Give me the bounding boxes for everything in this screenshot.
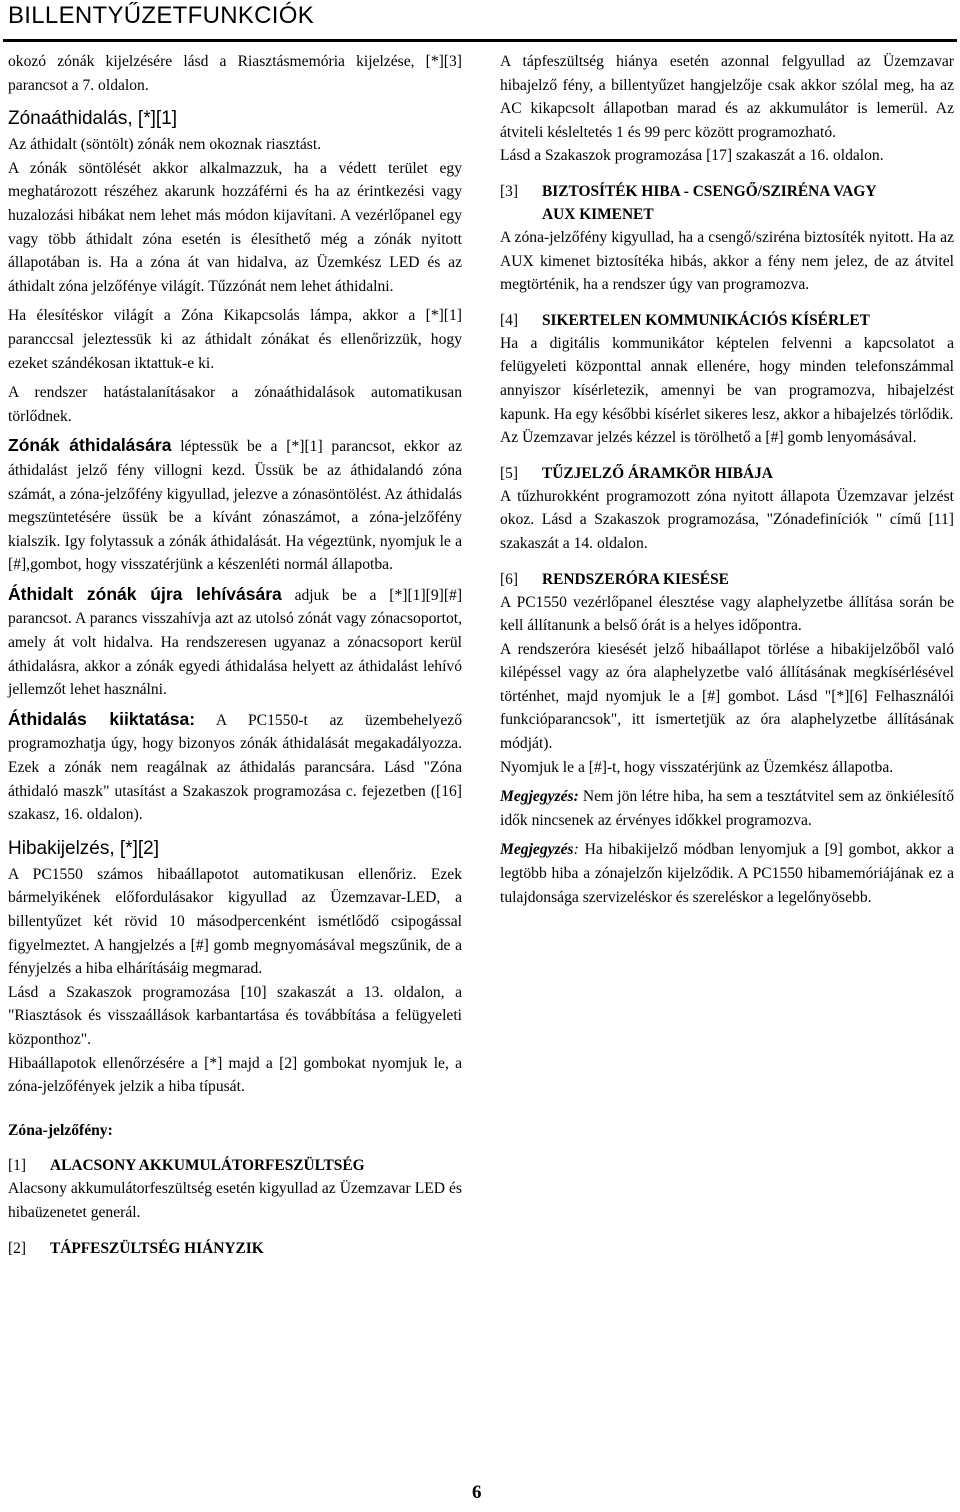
item-2-number: [2] (8, 1239, 26, 1257)
left-column (8, 50, 462, 1260)
note-2 (500, 838, 954, 909)
item-1-title: ALACSONY AKKUMULÁTORFESZÜLTSÉG (50, 1157, 365, 1175)
ac-paragraph-1: A tápfeszültség hiánya esetén azonnal felgyullad az Üzemzavar hibajelző fény, a billentyűzet hangjelzője csak akkor szólal meg, ha az AC kikapcsolt állapotban marad és az akkumulátor is lemerül. Az átviteli késleltetés 1 és 99 perc között programozható. (500, 53, 954, 141)
item-3-text: A zóna-jelzőfény kigyullad, ha a csengő/sziréna biztosíték nyitott. Ha az AUX kimenet biztosítéka hibás, akkor a fény nem jelez, de az átvitel megtörténik, ha a rendszer úgy van programozva. (500, 228, 954, 294)
item-3-heading (500, 180, 954, 203)
item-6-text-3: Nyomjuk le a [#]-t, hogy visszatérjünk az Üzemkész állapotba. (500, 758, 894, 776)
bypass-lead-3: Áthidalás kiiktatása: (8, 708, 196, 729)
item-6-title: RENDSZERÓRA KIESÉSE (542, 570, 729, 588)
item-4-text-1: Ha a digitális kommunikátor képtelen felvenni a kapcsolatot a felügyeleti központtal annak ellenére, hogy minden telefonszámmal annyiszor kísérletezik, amennyi be van programozva, hibajelzést kapunk. Ha egy későbbi kísérlet sikeres lesz, akkor a hibajelzés törlődik. (500, 334, 954, 423)
item-5-heading (500, 462, 954, 485)
bypass-paragraph-7 (8, 708, 462, 827)
item-5-text: A tűzhurokként programozott zóna nyitott állapota Üzemzavar jelzést okoz. Lásd a Szakaszok programozása, "Zónadefiníciók " című [11] szakaszát a 14. oldalon. (500, 487, 954, 552)
item-4-heading (500, 309, 954, 332)
right-column (500, 50, 954, 915)
header-divider (3, 39, 957, 42)
item-6-text-1: A PC1550 vezérlőpanel élesztése vagy alaphelyzetbe állítása során be kell állítanunk a belső órát is a helyes időpontra. (500, 593, 954, 635)
item-4-text-2: Az Üzemzavar jelzés kézzel is törölhető a [#] gomb lenyomásával. (500, 429, 917, 447)
bypass-heading: Zónaáthidalás, [*][1] (8, 108, 177, 130)
note-1 (500, 785, 954, 832)
bypass-lead-2: Áthidalt zónák újra lehívására (8, 583, 282, 604)
bypass-paragraph-2: A zónák söntölését akkor alkalmazzuk, ha a védett terület egy meghatározott részéhez akarunk hozzáférni és ha az érintkezési vagy huzalozási hibákat nem lehet más módon kijavítani. A vezérlőpanel egy vagy több áthidalt zóna esetén is élesíthető még a zónák nyitott állapotában is. Ha a zóna át van hidalva, az Üzemkész LED és az áthidalt zóna jelzőfénye világít. Tűzzónát nem lehet áthidalni. (8, 159, 462, 295)
page-header (0, 0, 960, 48)
page-number: 6 (472, 1482, 482, 1503)
note-1-text: Nem jön létre hiba, ha sem a tesztátvitel sem az önkiélesítő idők nincsenek az érvényes időkkel programozva. (500, 788, 954, 829)
note-2-text: Ha hibakijelző módban lenyomjuk a [9] gombot, akkor a legtöbb hiba a zónajelzőn kijelződik. A PC1550 hibamemóriájának ez a tulajdonsága szervizeléskor és szereléskor a legelőnyösebb. (500, 841, 954, 906)
item-6-text-2: A rendszeróra kiesését jelző hibaállapot törlése a hibakijelzőből való kilépéssel vagy az óra alaphelyzetbe való állításának megkísérlésével történhet, majd nyomjuk le a [#] gombot. Lásd "[*][6] Felhasználói funkcióparancsok", itt ismertetjük az óra alaphelyzetbe állításának módját). (500, 640, 954, 753)
item-4-title: SIKERTELEN KOMMUNIKÁCIÓS KÍSÉRLET (542, 311, 870, 329)
item-1-text: Alacsony akkumulátorfeszültség esetén kigyullad az Üzemzavar LED és hibaüzenetet generál. (8, 1180, 462, 1221)
item-5-title: TŰZJELZŐ ÁRAMKÖR HIBÁJA (542, 464, 773, 482)
trouble-paragraph-3: Hibaállapotok ellenőrzésére a [*] majd a [2] gombokat nyomjuk le, a zóna-jelzőfények jelzik a hiba típusát. (8, 1054, 462, 1096)
trouble-heading: Hibakijelzés, [*][2] (8, 837, 160, 859)
item-4-number: [4] (500, 311, 518, 329)
bypass-lead-1: Zónák áthidalására (8, 435, 172, 456)
zone-light-label: Zóna-jelzőfény: (8, 1121, 113, 1139)
item-1-number: [1] (8, 1157, 26, 1175)
trouble-paragraph-1: A PC1550 számos hibaállapotot automatikusan ellenőriz. Ezek bármelyikének előfordulásakor kigyullad az Üzemzavar-LED, a billentyűzet két rövid 10 másodpercenként ismétlődő csipogással figyelmeztet. A hangjelzés a [#] gomb megnyomásával megszűnik, de a fényjelzés a hiba elhárításáig megmarad. (8, 865, 462, 978)
item-3-heading-cont (500, 203, 954, 226)
spacer (8, 1105, 462, 1119)
bypass-paragraph-5 (8, 434, 462, 577)
intro-paragraph: okozó zónák kijelzésére lásd a Riasztásmemória kijelzése, [*][3] parancsot a 7. oldalon. (8, 53, 462, 94)
item-3-number: [3] (500, 182, 518, 200)
bypass-text-5: léptessük be a [*][1] parancsot, ekkor az áthidalást jelző fény villogni kezd. Üssük be az áthidalandó zóna számát, a zóna-jelzőfény kigyullad, jelezve a zónasöntölést. Az áthidalás megszüntetésére üssük be a kívánt zónaszámot, a zóna-jelzőfény kialszik. Igy folytassuk a zónák áthidalását. Ha végeztünk, nyomjuk le a [#],gombot, hogy visszatérjünk a készenléti normál állapotba. (8, 438, 462, 574)
bypass-paragraph-6 (8, 583, 462, 702)
item-2-title: TÁPFESZÜLTSÉG HIÁNYZIK (50, 1239, 264, 1257)
item-3-title-cont: AUX KIMENET (542, 205, 654, 223)
item-3-title: BIZTOSÍTÉK HIBA - CSENGŐ/SZIRÉNA VAGY (542, 182, 877, 200)
bypass-text-7: A PC1550-t az üzembehelyező programozhatja úgy, hogy bizonyos zónák áthidalását megakadályozza. Ezek a zónák nem reagálnak az áthidalás parancsára. Lásd "Zóna áthidaló maszk" utasítást a Szakaszok programozása c. fejezetben ([16] szakasz, 16. oldalon). (8, 711, 462, 824)
trouble-paragraph-2: Lásd a Szakaszok programozása [10] szakaszát a 13. oldalon, a "Riasztások és visszaállások karbantartása és továbbítása a felügyeleti központhoz". (8, 983, 462, 1048)
item-5-number: [5] (500, 464, 518, 482)
bypass-paragraph-4: A rendszer hatástalanításakor a zónaáthidalások automatikusan törlődnek. (8, 384, 462, 425)
note-2-label: Megjegyzés (500, 841, 574, 859)
item-6-number: [6] (500, 570, 518, 588)
item-2-heading (8, 1237, 462, 1260)
note-2-colon: : (573, 841, 579, 859)
ac-paragraph-2: Lásd a Szakaszok programozása [17] szakaszát a 16. oldalon. (500, 147, 884, 165)
page-title: BILLENTYŰZETFUNKCIÓK (8, 2, 315, 29)
bypass-paragraph-3: Ha élesítéskor világít a Zóna Kikapcsolás lámpa, akkor a [*][1] paranccsal jeleztessük ki az áthidalt zónákat és ellenőrizzük, hogy ezeket szándékosan iktattuk-e ki. (8, 307, 462, 372)
item-6-heading (500, 568, 954, 591)
bypass-paragraph-1: Az áthidalt (söntölt) zónák nem okoznak riasztást. (8, 136, 322, 154)
item-1-heading (8, 1154, 462, 1177)
bypass-text-6: adjuk be a [*][1][9][#] parancsot. A parancs visszahívja azt az utolsó zónát vagy zónacsoportot, amely át volt hidalva. Ha rendszeresen ugyanaz a zónacsoport kerül áthidalásra, akkor a zónák egyedi áthidalása helyett az áthidalást lehívó jellemzőt lehet használni. (8, 586, 463, 699)
note-1-label: Megjegyzés: (500, 788, 579, 806)
